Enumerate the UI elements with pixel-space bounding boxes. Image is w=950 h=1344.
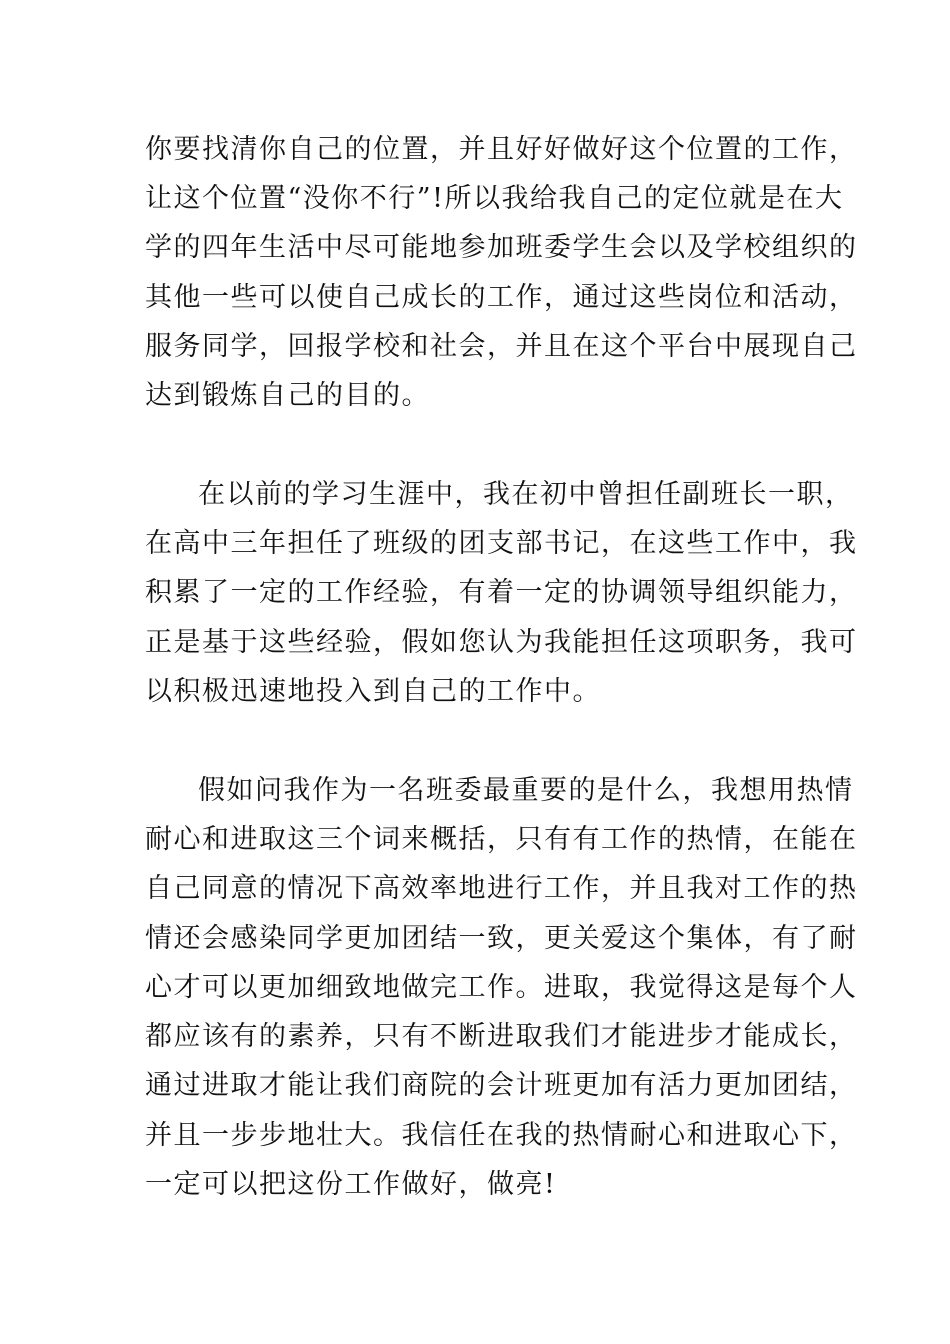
paragraph-1-line-5: 服务同学，回报学校和社会，并且在这个平台中展现自己 <box>145 331 858 362</box>
paragraph-2-line-3: 积累了一定的工作经验，有着一定的协调领导组织能力， <box>145 577 858 608</box>
paragraph-1-line-2: 让这个位置“没你不行”!所以我给我自己的定位就是在大 <box>145 183 844 214</box>
paragraph-2-line-1: 在以前的学习生涯中，我在初中曾担任副班长一职， <box>198 479 854 510</box>
paragraph-2-line-2: 在高中三年担任了班级的团支部书记，在这些工作中，我 <box>145 528 858 559</box>
paragraph-1-line-4: 其他一些可以使自己成长的工作，通过这些岗位和活动， <box>145 282 858 313</box>
paragraph-3-line-6: 都应该有的素养，只有不断进取我们才能进步才能成长， <box>145 1021 858 1052</box>
paragraph-3-line-9: 一定可以把这份工作做好，做亮! <box>145 1169 557 1200</box>
paragraph-3-line-3: 自己同意的情况下高效率地进行工作，并且我对工作的热 <box>145 873 858 904</box>
paragraph-2-line-4: 正是基于这些经验，假如您认为我能担任这项职务，我可 <box>145 627 858 658</box>
paragraph-1-line-1: 你要找清你自己的位置，并且好好做好这个位置的工作， <box>145 134 858 165</box>
paragraph-3-line-1: 假如问我作为一名班委最重要的是什么，我想用热情 <box>198 775 854 806</box>
paragraph-3-line-8: 并且一步步地壮大。我信任在我的热情耐心和进取心下， <box>145 1120 858 1151</box>
paragraph-3-line-4: 情还会感染同学更加团结一致，更关爱这个集体，有了耐 <box>145 923 858 954</box>
paragraph-1-line-3: 学的四年生活中尽可能地参加班委学生会以及学校组织的 <box>145 232 858 263</box>
paragraph-2-line-5: 以积极迅速地投入到自己的工作中。 <box>145 676 601 707</box>
paragraph-1-line-6: 达到锻炼自己的目的。 <box>145 380 430 411</box>
paragraph-3-line-5: 心才可以更加细致地做完工作。进取，我觉得这是每个人 <box>145 972 858 1003</box>
paragraph-3-line-2: 耐心和进取这三个词来概括，只有有工作的热情，在能在 <box>145 824 858 855</box>
paragraph-3-line-7: 通过进取才能让我们商院的会计班更加有活力更加团结， <box>145 1070 858 1101</box>
